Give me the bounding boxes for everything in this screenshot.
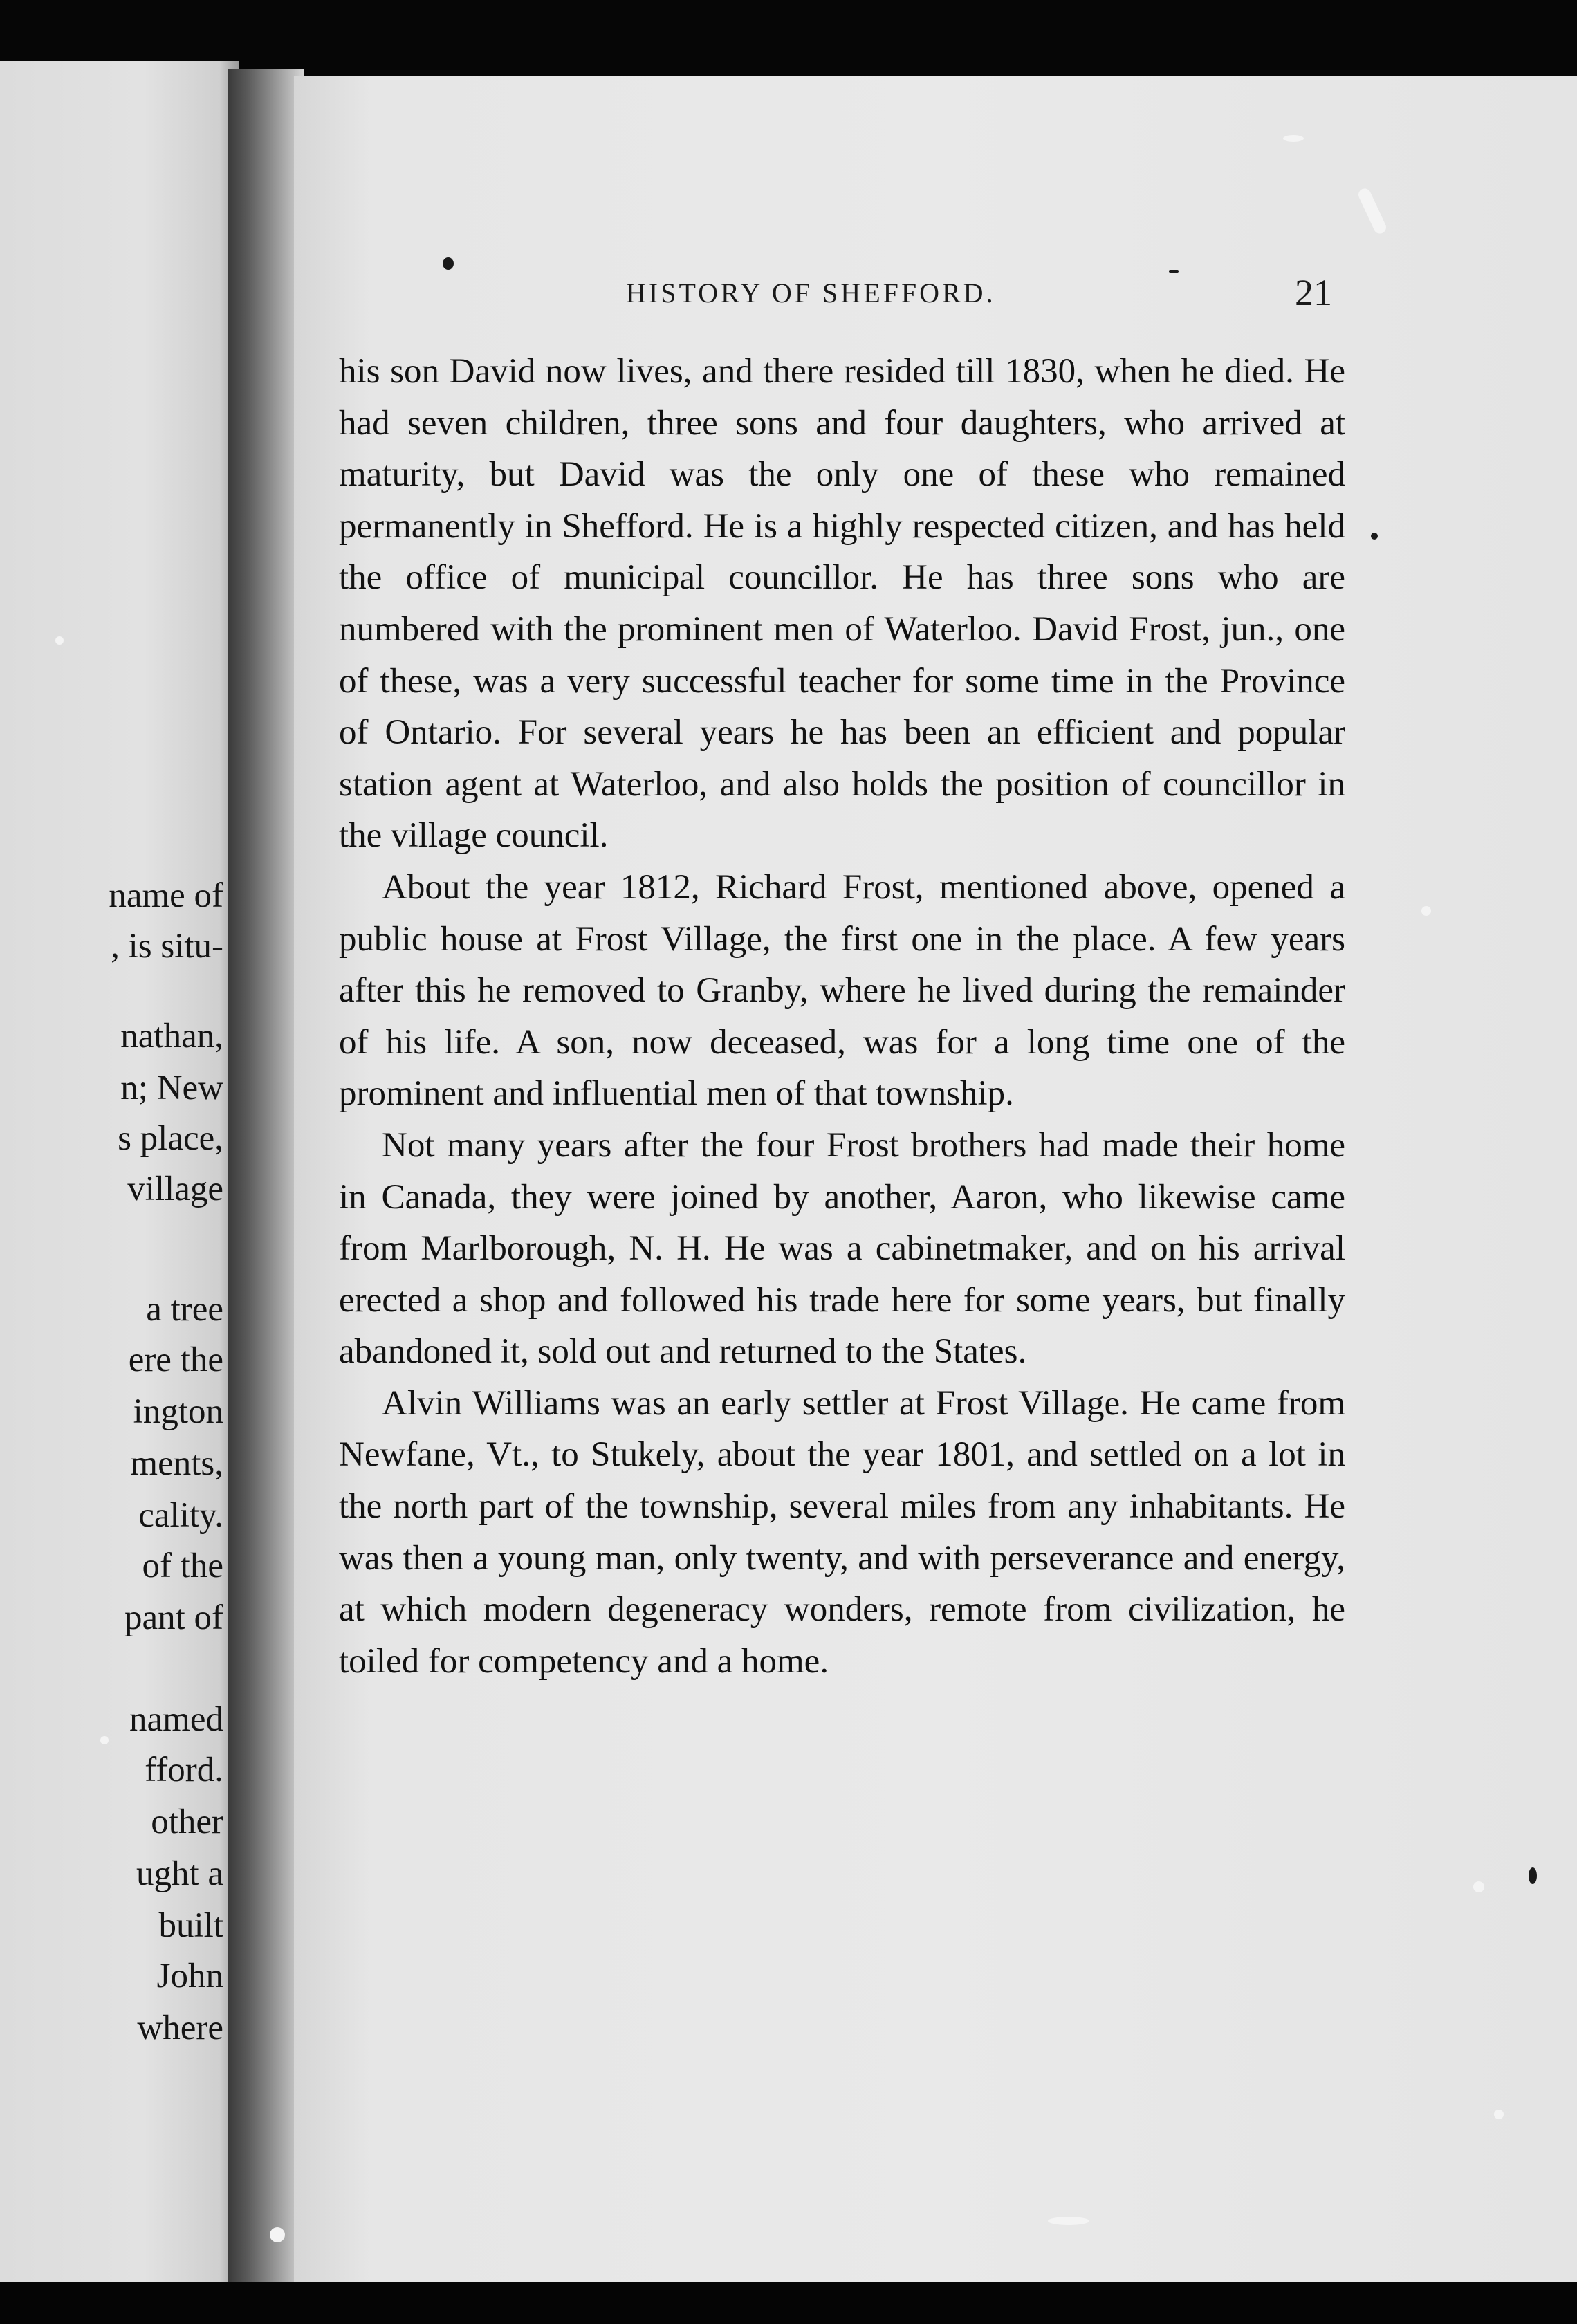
left-page-line: ington: [133, 1392, 223, 1431]
film-speck: [1048, 2217, 1089, 2225]
paragraph: About the year 1812, Richard Frost, mentioned above, opened a public house at Frost Village, the first one in the place. A few years after this he removed to Granby, where he lived during the remainder of his life. A son, now deceased, was for a long time one of the prominent and influential men of that township.: [339, 867, 1345, 1114]
paragraph: Alvin Williams was an early settler at Frost Village. He came from Newfane, Vt., to Stukely, about the year 1801, and settled on a lot in the north part of the township, several miles from any inhabitants. He was then a young man, only twenty, and with perseverance and energy, at which modern degeneracy wonders, remote from civilization, he toiled for competency and a home.: [339, 1383, 1345, 1681]
left-page-line: n; New: [120, 1069, 223, 1107]
left-page-line: cality.: [138, 1496, 223, 1535]
body-text: [339, 346, 1345, 1687]
left-page-line: , is situ-: [111, 927, 223, 966]
left-page-line: nathan,: [120, 1017, 223, 1055]
film-margin-bottom: [0, 2282, 1577, 2324]
left-page-line: village: [127, 1170, 223, 1208]
left-page-line: where: [137, 2009, 223, 2047]
book-gutter-shadow: [228, 69, 304, 2289]
left-page-line: name of: [109, 876, 223, 915]
film-speck: [270, 2227, 285, 2242]
left-page-line: ments,: [130, 1444, 223, 1483]
page-number: 21: [1295, 272, 1332, 313]
ink-dot: [1169, 270, 1179, 273]
left-page-line: ught a: [136, 1854, 223, 1893]
left-page-line: of the: [142, 1547, 223, 1585]
film-speck: [1421, 906, 1431, 916]
film-speck: [1283, 135, 1304, 142]
ink-dot: [443, 257, 454, 270]
running-head: HISTORY OF SHEFFORD.: [626, 277, 996, 308]
left-page-line: built: [158, 1906, 223, 1945]
left-page-line: fford.: [145, 1751, 223, 1789]
left-page-line: a tree: [146, 1290, 223, 1329]
film-speck: [1494, 2110, 1504, 2119]
paragraph: his son David now lives, and there resided till 1830, when he died. He had seven children, three sons and four daughters, who arrived at maturity, but David was the only one of these who remained permanently in Shefford. He is a highly respected citizen, and has held the office of municipal councillor. He has three sons who are numbered with the prominent men of Waterloo. David Frost, jun., one of these, was a very successful teacher for some time in the Province of Ontario. For several years he has been an efficient and popular station agent at Waterloo, and also holds the position of councillor in the village council.: [339, 352, 1345, 856]
paragraph: Not many years after the four Frost brothers had made their home in Canada, they were joined by another, Aaron, who likewise came from Marlborough, N. H. He was a cabinetmaker, and on his arrival erected a shop and followed his trade here for some years, but finally abandoned it, sold out and returned to the States.: [339, 1125, 1345, 1372]
left-page-line: pant of: [124, 1598, 223, 1637]
ink-dot: [1529, 1868, 1537, 1884]
left-page-line: named: [129, 1700, 223, 1739]
left-page-line: other: [151, 1802, 223, 1841]
left-page-line: ere the: [128, 1340, 223, 1379]
film-speck: [100, 1736, 109, 1744]
film-speck: [1473, 1881, 1484, 1892]
left-page-fragment: [0, 61, 239, 2289]
film-speck: [55, 636, 64, 645]
left-page-line: s place,: [118, 1119, 223, 1158]
left-page-line: John: [156, 1957, 223, 1995]
ink-dot: [1371, 533, 1378, 540]
